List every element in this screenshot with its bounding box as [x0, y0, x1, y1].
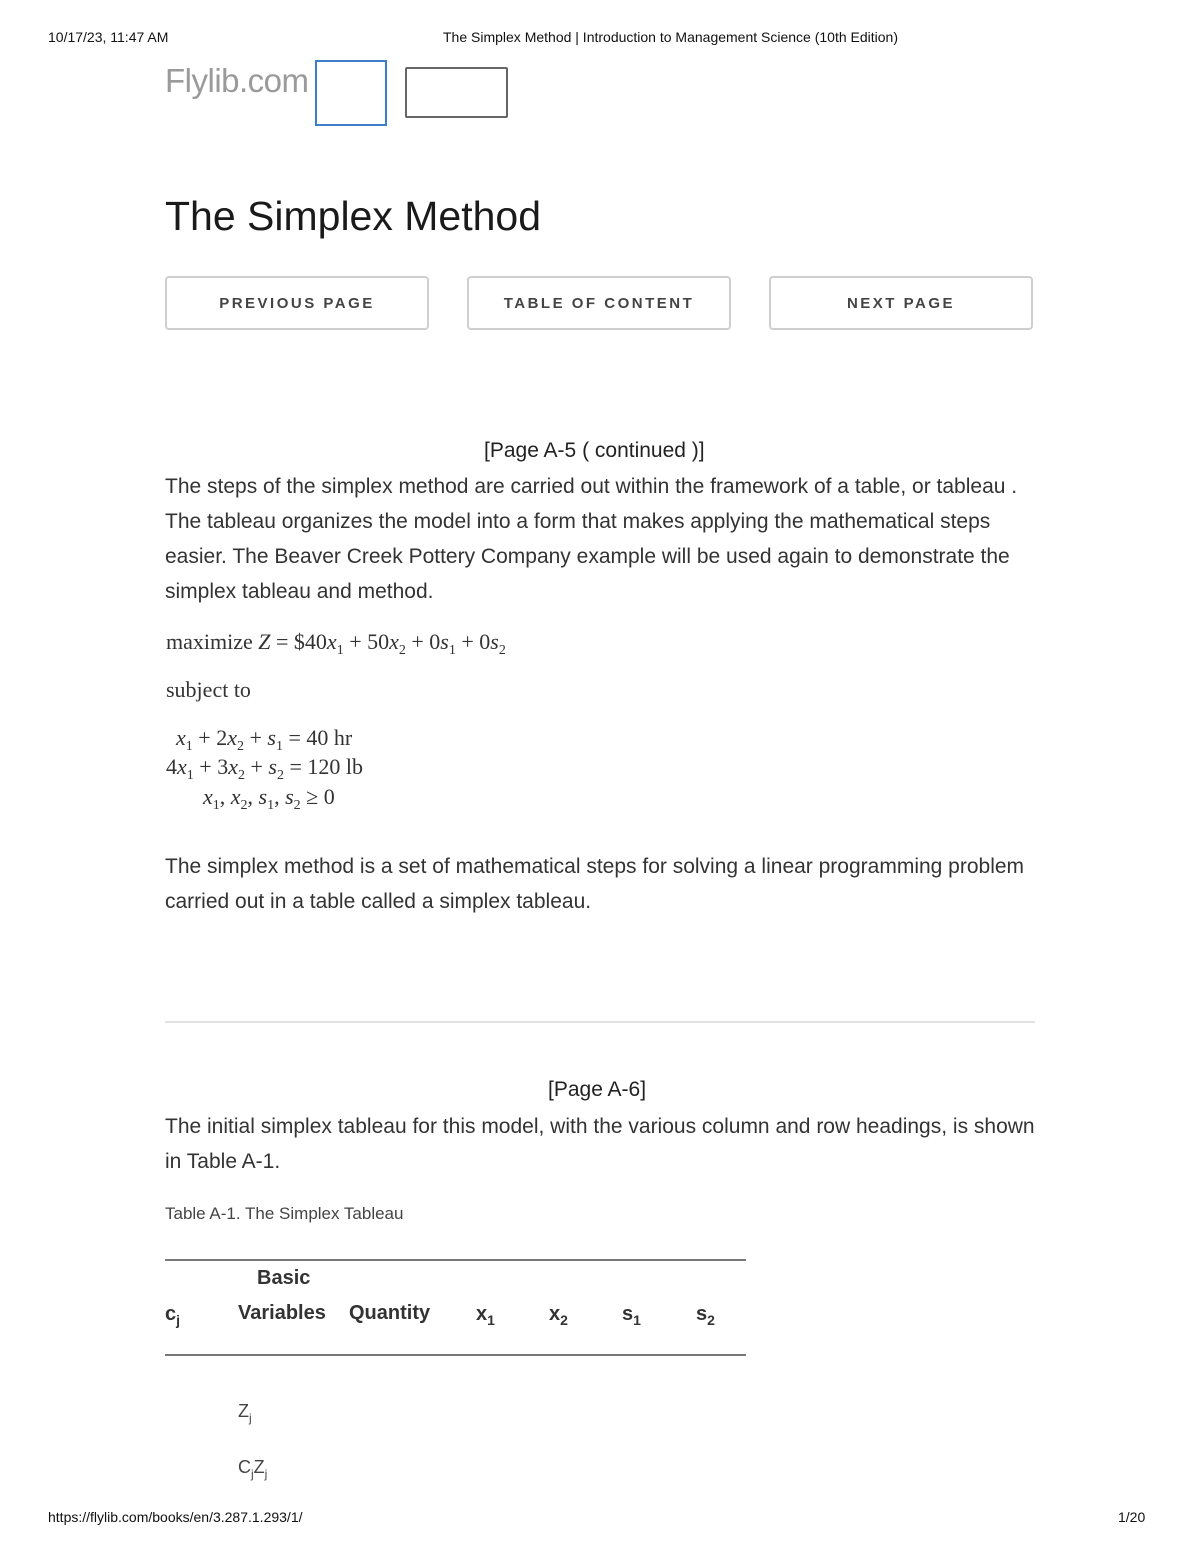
nonnegativity-constraint: $x_1$, $x_2$, $s_1$, $s_2 \ge 0$: [203, 784, 335, 813]
objective-coef-s1: 0: [429, 629, 441, 654]
section-divider: [165, 1021, 1035, 1023]
constraint-clay-coef-1: 4: [166, 754, 177, 779]
column-header-basic: Basic: [257, 1267, 311, 1289]
column-header-s2: $s_2$: [696, 1303, 715, 1328]
header-ad-slot[interactable]: [405, 67, 508, 118]
print-doc-title: The Simplex Method | Introduction to Management Science (10th Edition): [443, 29, 898, 45]
constraint-labor-rhs: 40 hr: [306, 725, 353, 750]
definition-paragraph: The simplex method is a set of mathematical steps for solving a linear programming problem carried out in a table called a simplex tableau.: [165, 855, 1025, 913]
print-datetime: 10/17/23, 11:47 AM: [48, 29, 169, 45]
page-title: The Simplex Method: [165, 193, 542, 239]
constraint-clay: $4x_1 + 3x_2 + s_2 = 120$ lb: [166, 754, 363, 783]
objective-coef-s2: 0: [479, 629, 491, 654]
maximize-word: maximize: [166, 629, 253, 654]
page-marker-a5: [Page A-5 ( continued )]: [484, 439, 705, 462]
print-page-count: 1/20: [1118, 1509, 1146, 1525]
constraint-clay-coef-2: 3: [217, 754, 229, 779]
column-header-quantity: Quantity: [349, 1302, 431, 1324]
intro-paragraph: The steps of the simplex method are carried out within the framework of a table, or tableau . The tableau organizes the model into a form that makes applying the mathematical steps easier. The Beaver Creek Pottery Company example will be used again to demonstrate the simplex tableau and method.: [165, 475, 1018, 603]
table-intro-paragraph: The initial simplex tableau for this model, with the various column and row headings, is shown in Table A-1.: [165, 1115, 1035, 1173]
objective-coef-x1: $40: [293, 629, 327, 654]
column-header-cj: $c_j$: [165, 1303, 181, 1328]
nonnegativity-rhs: 0: [323, 784, 335, 809]
table-top-rule: [165, 1259, 746, 1261]
table-of-content-button[interactable]: TABLE OF CONTENT: [467, 276, 731, 330]
page-marker-a6: [Page A-6]: [548, 1078, 647, 1101]
column-header-variables: Variables: [238, 1302, 326, 1324]
constraint-labor-coef: 2: [216, 725, 228, 750]
next-page-button[interactable]: NEXT PAGE: [769, 276, 1033, 330]
previous-page-button[interactable]: PREVIOUS PAGE: [165, 276, 429, 330]
table-header-rule: [165, 1354, 746, 1356]
site-logo[interactable]: Flylib.com: [165, 62, 309, 99]
objective-variable: Z: [258, 629, 271, 654]
objective-function: maximize $Z = \$40x_1 + 50x_2 + 0s_1 + 0s_2$: [166, 629, 506, 658]
row-label-zj: $Z_j$: [238, 1401, 252, 1425]
print-url: https://flylib.com/books/en/3.287.1.293/1/: [48, 1509, 303, 1525]
header-ad-slot-highlighted[interactable]: [315, 60, 387, 126]
constraint-labor: $x_1 + 2x_2 + s_1 = 40$ hr: [176, 725, 353, 754]
column-header-x1: $x_1$: [476, 1303, 495, 1328]
subject-to-label: subject to: [166, 677, 251, 702]
objective-coef-x2: 50: [367, 629, 390, 654]
constraint-clay-rhs: 120 lb: [307, 754, 363, 779]
row-label-cj-zj: $C_jZ_j$: [238, 1457, 268, 1481]
column-header-s1: $s_1$: [622, 1303, 641, 1328]
table-caption: Table A-1. The Simplex Tableau: [165, 1204, 404, 1223]
column-header-x2: $x_2$: [549, 1303, 568, 1328]
